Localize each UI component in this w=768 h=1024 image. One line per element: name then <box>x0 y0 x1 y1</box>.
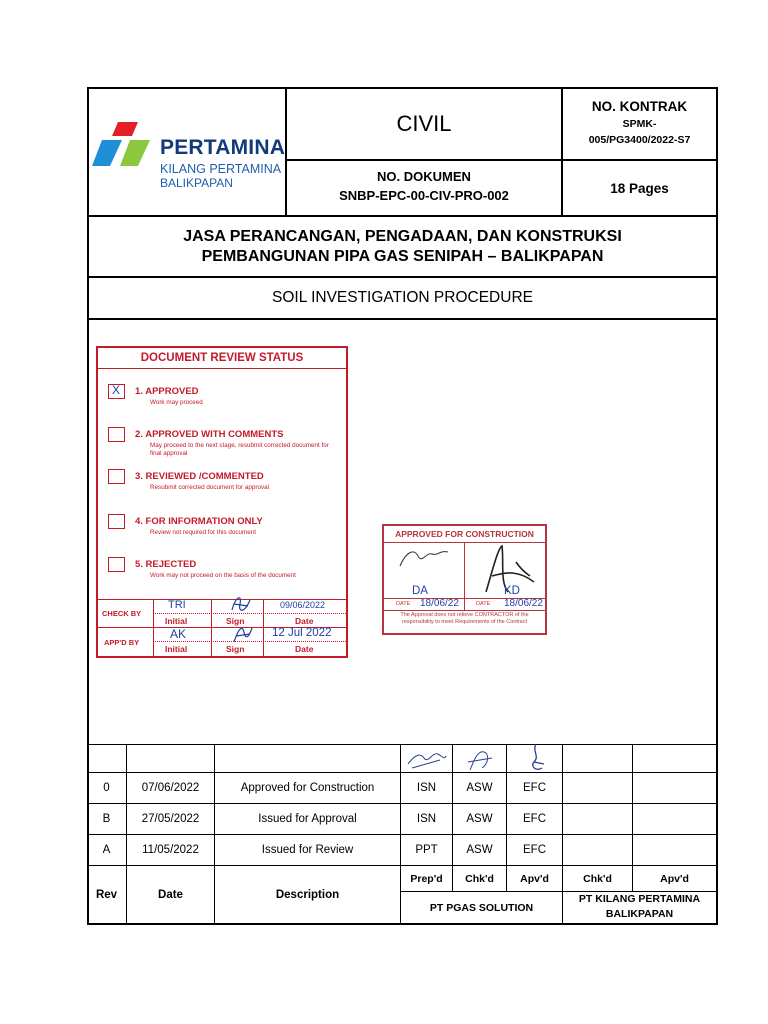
check-date: 09/06/2022 <box>280 600 326 610</box>
stamp-rule <box>211 599 212 656</box>
contractor-name: PT PGAS SOLUTION <box>429 902 534 914</box>
page-count: 18 Pages <box>610 180 669 196</box>
description-header: Description <box>275 889 340 901</box>
option-for-information-note: Review not required for this document <box>150 529 257 536</box>
revision-date: 27/05/2022 <box>141 813 200 825</box>
revision-description: Approved for Construction <box>240 782 375 794</box>
project-title-line1: JASA PERANCANGAN, PENGADAAN, DAN KONSTRUKSI <box>183 228 622 245</box>
signature-icon <box>396 544 456 574</box>
signature-icon <box>522 742 552 776</box>
owner-checked-header: Chk'd <box>583 872 612 885</box>
approval-date-1: 18/06/22 <box>420 598 459 609</box>
company-subtitle-2: BALIKPAPAN <box>160 176 233 190</box>
revision-rev: A <box>102 844 111 856</box>
approver-name-2: KD <box>504 585 520 597</box>
company-name: PERTAMINA <box>160 136 286 159</box>
revision-rev: B <box>102 813 111 825</box>
revision-checked: ASW <box>466 844 493 856</box>
owner-approved-header: Apv'd <box>660 872 689 885</box>
option-reviewed-commented-note: Resubmit corrected document for approval <box>150 484 269 491</box>
revision-checked: ASW <box>466 782 493 794</box>
approved-for-construction-stamp <box>382 524 547 635</box>
document-title: SOIL INVESTIGATION PROCEDURE <box>272 289 533 306</box>
document-number-label: NO. DOKUMEN <box>377 169 471 184</box>
rev-header: Rev <box>95 889 118 901</box>
approved-with-comments-checkbox[interactable] <box>108 427 125 442</box>
approved-checkbox[interactable] <box>108 384 125 399</box>
revision-prepared: ISN <box>416 782 437 794</box>
document-number-box <box>287 161 561 215</box>
signature-icon <box>460 746 500 772</box>
appd-by-label: APP'D BY <box>104 638 140 647</box>
contract-box <box>563 89 716 159</box>
pertamina-logo-icon <box>92 122 154 170</box>
contract-number-line2: 005/PG3400/2022-S7 <box>588 134 691 146</box>
document-review-stamp <box>96 346 348 658</box>
rejected-checkbox[interactable] <box>108 557 125 572</box>
date-label: Date <box>295 644 314 654</box>
prepared-header: Prep'd <box>410 872 443 885</box>
approval-note: The Approval does not relieve CONTRACTOR of the responsibility to meet Requirements of the Contract <box>400 612 529 625</box>
review-stamp-title: DOCUMENT REVIEW STATUS <box>140 352 304 364</box>
sign-label: Sign <box>226 616 245 626</box>
initial-label: Initial <box>165 616 188 626</box>
option-approved-with-comments-note: May proceed to the next stage, resubmit corrected document for final approval <box>150 442 329 457</box>
owner-name-line1: PT KILANG PERTAMINA <box>578 893 701 905</box>
contract-label: NO. KONTRAK <box>591 99 688 114</box>
checked-header: Chk'd <box>465 872 494 885</box>
stamp-rule <box>384 610 545 611</box>
appd-initial: AK <box>170 627 187 641</box>
approval-date-2: 18/06/22 <box>504 598 543 609</box>
appd-date: 12 Jul 2022 <box>272 627 332 639</box>
check-by-label: CHECK BY <box>102 609 142 618</box>
project-title-line2: PEMBANGUNAN PIPA GAS SENIPAH – BALIKPAPAN <box>201 248 604 265</box>
date-label: DATE <box>396 601 411 607</box>
company-logo <box>92 120 286 190</box>
stamp-rule <box>263 599 264 656</box>
stamp-rule <box>153 599 154 656</box>
contract-number-line1: SPMK- <box>622 118 657 130</box>
date-label: Date <box>295 616 314 626</box>
option-approved-note: Work may proceed <box>150 399 203 406</box>
document-number: SNBP-EPC-00-CIV-PRO-002 <box>339 188 509 203</box>
for-information-checkbox[interactable] <box>108 514 125 529</box>
option-for-information: 4. FOR INFORMATION ONLY <box>135 516 263 527</box>
signature-icon <box>226 592 256 618</box>
reviewed-commented-checkbox[interactable] <box>108 469 125 484</box>
revision-checked: ASW <box>466 813 493 825</box>
discipline-title: CIVIL <box>396 111 452 136</box>
checkbox-mark: X <box>112 383 121 397</box>
initial-label: Initial <box>165 644 188 654</box>
revision-description: Issued for Approval <box>258 813 357 825</box>
approver-name-1: DA <box>412 585 428 597</box>
signature-icon <box>404 746 450 772</box>
revision-approved: EFC <box>523 813 546 825</box>
revision-prepared: ISN <box>416 813 437 825</box>
revision-approved: EFC <box>523 782 546 794</box>
table-rule <box>87 744 718 745</box>
option-approved: 1. APPROVED <box>135 386 199 397</box>
option-reviewed-commented: 3. REVIEWED /COMMENTED <box>135 471 264 482</box>
stamp-rule <box>98 368 346 369</box>
check-initial: TRI <box>168 599 186 611</box>
stamp-rule <box>464 542 465 610</box>
revision-description: Issued for Review <box>261 844 354 856</box>
revision-rev: 0 <box>103 782 110 794</box>
revision-approved: EFC <box>523 844 546 856</box>
revision-prepared: PPT <box>415 844 438 856</box>
sign-label: Sign <box>226 644 245 654</box>
date-label: DATE <box>476 601 491 607</box>
revision-date: 11/05/2022 <box>142 844 199 856</box>
divider <box>87 215 718 217</box>
owner-name-line2: BALIKPAPAN <box>605 908 674 920</box>
afc-stamp-title: APPROVED FOR CONSTRUCTION <box>395 529 534 539</box>
company-subtitle-1: KILANG PERTAMINA <box>160 162 282 176</box>
approved-header: Apv'd <box>520 872 549 885</box>
divider <box>87 318 718 320</box>
option-rejected-note: Work may not proceed on the basis of the document <box>150 572 296 579</box>
signature-icon <box>226 622 256 646</box>
option-approved-with-comments: 2. APPROVED WITH COMMENTS <box>135 429 284 440</box>
date-header: Date <box>158 889 183 901</box>
option-rejected: 5. REJECTED <box>135 559 197 570</box>
revision-date: 07/06/2022 <box>141 782 200 794</box>
